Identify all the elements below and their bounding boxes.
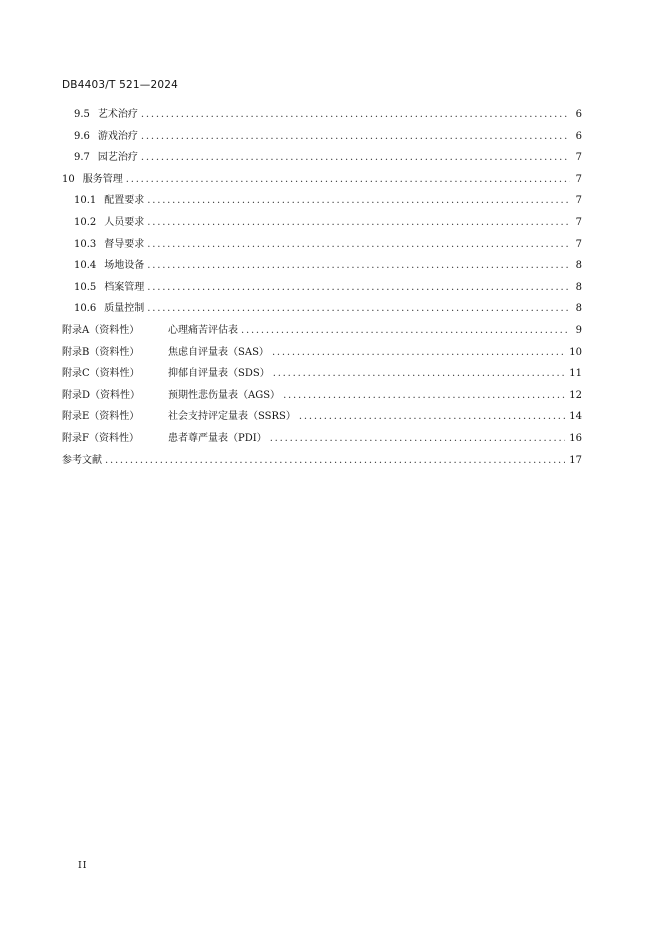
- appendix-label: 附录E（资料性）: [62, 411, 140, 423]
- toc-title: 督导要求: [104, 238, 145, 250]
- toc-page: 6: [575, 109, 582, 120]
- dot-leader: [241, 325, 570, 336]
- toc-page: 8: [575, 281, 582, 293]
- document-id: DB4403/T 521—2024: [62, 79, 178, 91]
- toc-appendix-entry[interactable]: [62, 364, 582, 386]
- toc-entry[interactable]: [62, 235, 582, 257]
- toc-title: 艺术治疗: [97, 109, 138, 120]
- toc-title: 服务管理: [82, 173, 123, 185]
- toc-page: 6: [575, 130, 582, 142]
- toc-title: 园艺治疗: [97, 152, 138, 164]
- appendix-label: 附录C（资料性）: [62, 368, 140, 380]
- toc-page: 10: [569, 346, 582, 358]
- dot-leader: [147, 217, 570, 228]
- toc-entry[interactable]: [62, 213, 582, 235]
- toc-entry[interactable]: [62, 170, 582, 192]
- toc-entry-references[interactable]: [62, 451, 582, 473]
- toc-number: 10.4: [74, 260, 97, 272]
- appendix-label: 附录A（资料性）: [62, 324, 140, 336]
- toc-page: 7: [575, 238, 582, 250]
- toc-entry[interactable]: [62, 105, 582, 127]
- dot-leader: [141, 109, 570, 120]
- appendix-label: 附录F（资料性）: [62, 432, 139, 444]
- appendix-label: 附录D（资料性）: [62, 389, 141, 401]
- toc-number: 10.3: [74, 238, 97, 250]
- toc-title: 抑郁自评量表（SDS）: [168, 368, 270, 380]
- toc-page: 7: [575, 216, 582, 228]
- toc-number: 9.6: [74, 130, 90, 142]
- dot-leader: [105, 455, 565, 466]
- dot-leader: [270, 433, 566, 444]
- dot-leader: [273, 368, 566, 379]
- toc-entry[interactable]: [62, 148, 582, 170]
- dot-leader: [283, 390, 565, 401]
- toc-appendix-entry[interactable]: [62, 343, 582, 365]
- toc-entry[interactable]: [62, 127, 582, 149]
- toc-page: 12: [569, 389, 582, 401]
- toc-page: 9: [575, 324, 582, 336]
- toc-title: 场地设备: [104, 260, 145, 272]
- toc-title: 社会支持评定量表（SSRS）: [168, 411, 296, 423]
- toc-appendix-entry[interactable]: [62, 386, 582, 408]
- toc-number: 10.6: [74, 303, 97, 315]
- toc-number: 9.7: [74, 152, 90, 164]
- toc-page: 7: [575, 195, 582, 207]
- toc-page: 17: [569, 454, 582, 466]
- appendix-label: 附录B（资料性）: [62, 346, 140, 358]
- toc-page: 11: [569, 368, 582, 380]
- toc-page: 7: [575, 152, 582, 164]
- dot-leader: [147, 195, 570, 206]
- toc-number: 10.5: [74, 281, 97, 293]
- dot-leader: [126, 174, 570, 185]
- toc-page: 16: [569, 432, 582, 444]
- toc-number: 10.2: [74, 216, 97, 228]
- toc-title: 档案管理: [104, 281, 145, 293]
- toc-number: 9.5: [74, 109, 90, 120]
- toc-number: 10.1: [74, 195, 97, 207]
- toc-title: 患者尊严量表（PDI）: [168, 432, 267, 444]
- toc-entry[interactable]: [62, 256, 582, 278]
- toc-title: 参考文献: [62, 454, 102, 466]
- dot-leader: [299, 411, 565, 422]
- toc-page: 8: [575, 260, 582, 272]
- dot-leader: [147, 282, 570, 293]
- toc-entry[interactable]: [62, 191, 582, 213]
- dot-leader: [272, 347, 565, 358]
- toc-appendix-entry[interactable]: [62, 429, 582, 451]
- toc-title: 质量控制: [104, 303, 145, 315]
- dot-leader: [147, 239, 570, 250]
- toc-page: 8: [575, 303, 582, 315]
- toc-page: 7: [575, 173, 582, 185]
- toc-appendix-entry[interactable]: [62, 407, 582, 429]
- toc-appendix-entry[interactable]: [62, 321, 582, 343]
- dot-leader: [141, 131, 570, 142]
- dot-leader: [147, 260, 570, 271]
- toc-title: 人员要求: [104, 216, 145, 228]
- toc-title: 心理痛苦评估表: [168, 324, 238, 336]
- toc-page: 14: [569, 411, 582, 423]
- toc-number: 10: [62, 173, 75, 185]
- dot-leader: [147, 303, 570, 314]
- toc-title: 预期性悲伤量表（AGS）: [168, 389, 281, 401]
- toc-title: 配置要求: [104, 195, 145, 207]
- toc-entry[interactable]: [62, 278, 582, 300]
- toc-title: 游戏治疗: [97, 130, 138, 142]
- dot-leader: [141, 152, 570, 163]
- toc-entry[interactable]: [62, 299, 582, 321]
- toc-title: 焦虑自评量表（SAS）: [168, 346, 269, 358]
- page-number: II: [78, 860, 88, 871]
- table-of-contents: [62, 105, 582, 472]
